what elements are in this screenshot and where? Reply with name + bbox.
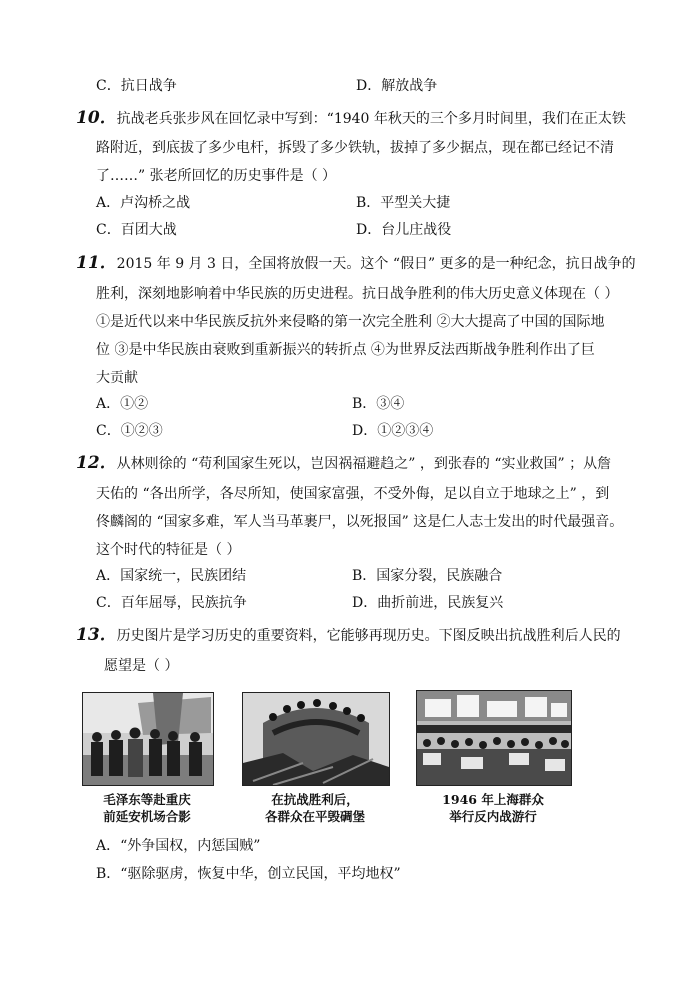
q10-option-a[interactable]: A．卢沟桥之战 — [96, 195, 191, 211]
q13-stem — [76, 625, 621, 646]
photo-shanghai-march — [416, 690, 572, 786]
q13-option-b[interactable]: B．“驱除驱虏，恢复中华，创立民国，平均地权” — [96, 866, 401, 882]
q11-line-4: 位 ③是中华民族由衰败到重新振兴的转折点 ④为世界反法西斯战争胜利作出了巨 — [96, 342, 595, 358]
q12-line-4: 这个时代的特征是（ ） — [96, 542, 241, 558]
q11-number: 11． — [76, 253, 117, 273]
q12-line-3: 佟麟阁的 “国家多难，军人当马革裹尸，以死报国” 这是仁人志士发出的时代最强音。 — [96, 514, 624, 530]
photo-blockhouse — [242, 692, 390, 786]
q13-line-1: 历史图片是学习历史的重要资料，它能够再现历史。下图反映出抗战胜利后人民的 — [116, 628, 621, 644]
photo-2-caption-line-2: 各群众在平毁碉堡 — [264, 809, 365, 824]
q12-option-d[interactable]: D．曲折前进，民族复兴 — [352, 595, 504, 611]
q10-line-3: 了……” 张老所回忆的历史事件是（ ） — [96, 168, 337, 184]
photo-1-caption-line-2: 前延安机场合影 — [103, 809, 191, 824]
photo-2-caption-line-1: 在抗战胜利后， — [271, 792, 359, 807]
q12-option-a[interactable]: A．国家统一，民族团结 — [96, 568, 247, 584]
q10-line-1: 抗战老兵张步风在回忆录中写到：“1940 年秋天的三个多月时间里，我们在正太铁 — [116, 111, 626, 127]
q12-line-1: 从林则徐的 “苟利国家生死以，岂因祸福避趋之” ，到张春的 “实业救国” ；从詹 — [116, 456, 612, 472]
q11-line-1: 2015 年 9 月 3 日，全国将放假一天。这个 “假日” 更多的是一种纪念，抗日战争的 — [116, 256, 636, 272]
q10-option-c[interactable]: C．百团大战 — [96, 222, 177, 238]
q11-line-5: 大贡献 — [96, 370, 138, 386]
q13-line-2: 愿望是（ ） — [104, 658, 179, 674]
q9-option-d[interactable]: D．解放战争 — [356, 78, 438, 94]
q10-stem — [76, 108, 626, 129]
q13-option-a[interactable]: A．“外争国权，内惩国贼” — [96, 838, 261, 854]
q10-line-2: 路附近，到底拔了多少电杆，拆毁了多少铁轨，拔掉了多少据点，现在都已经记不清 — [96, 140, 614, 156]
q10-option-b[interactable]: B．平型关大捷 — [356, 195, 451, 211]
photo-1-caption-line-1: 毛泽东等赴重庆 — [103, 792, 191, 807]
photo-yanan-airport — [82, 692, 214, 786]
photo-3-caption-line-1: 1946 年上海群众 — [442, 792, 544, 807]
q11-stem — [76, 253, 636, 274]
q11-line-2: 胜利，深刻地影响着中华民族的历史进程。抗日战争胜利的伟大历史意义体现在（ ） — [96, 286, 619, 302]
q11-option-a[interactable]: A．①② — [96, 396, 149, 412]
q11-option-d[interactable]: D．①②③④ — [352, 423, 434, 439]
q10-option-d[interactable]: D．台儿庄战役 — [356, 222, 452, 238]
photo-3-caption-line-2: 举行反内战游行 — [449, 809, 537, 824]
q12-line-2: 天佑的 “各出所学，各尽所知，使国家富强，不受外侮，足以自立于地球之上” ，到 — [96, 486, 610, 502]
q12-option-b[interactable]: B．国家分裂，民族融合 — [352, 568, 503, 584]
q11-option-c[interactable]: C．①②③ — [96, 423, 163, 439]
q11-line-3: ①是近代以来中华民族反抗外来侵略的第一次完全胜利 ②大大提高了中国的国际地 — [96, 314, 605, 330]
q13-number: 13． — [76, 625, 117, 645]
q12-option-c[interactable]: C．百年屈辱，民族抗争 — [96, 595, 247, 611]
q12-number: 12． — [76, 453, 117, 473]
q9-option-c[interactable]: C．抗日战争 — [96, 78, 177, 94]
q12-stem — [76, 453, 611, 474]
q11-option-b[interactable]: B．③④ — [352, 396, 405, 412]
q10-number: 10． — [76, 108, 117, 128]
